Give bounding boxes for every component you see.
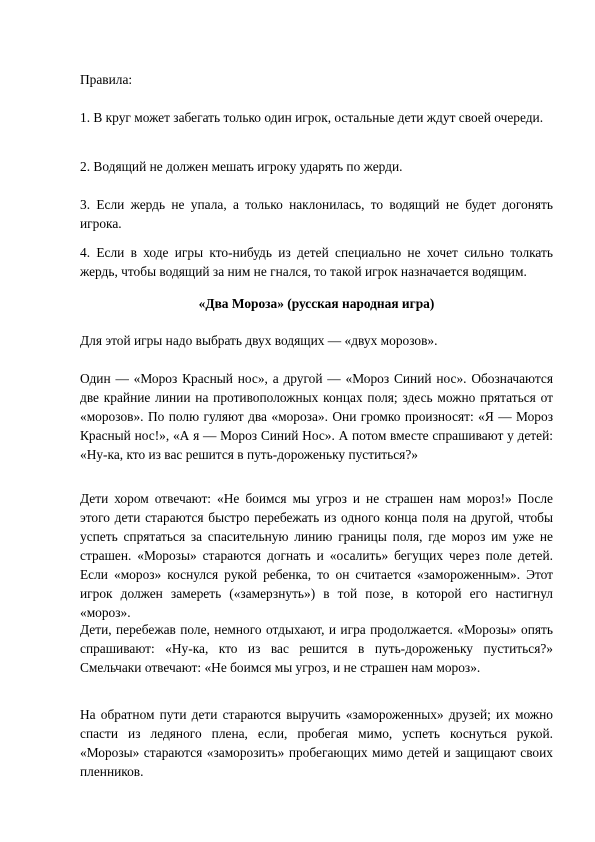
rule-item-4: 4. Если в ходе игры кто-нибудь из детей специально не хочет сильно толкать жердь, чтобы водящий за ним не гнался, то такой игрок назначается водящим. <box>80 245 553 279</box>
paragraph-rescue: На обратном пути дети стараются выручить «замороженных» друзей; их можно спасти из ледяного плена, если, пробегая мимо, успеть коснуться рукой. «Морозы» стараются «заморозить» пробегающих мимо детей и защищают своих пленников. <box>80 707 553 779</box>
game-title: «Два Мороза» (русская народная игра) <box>198 296 435 311</box>
paragraph-morozy: Один — «Мороз Красный нос», а другой — «Мороз Синий нос». Обозначаются две крайние линии на противоположных концах поля; здесь можно прятаться от «морозов». По полю гуляют два «мороза». Они громко произносят: «Я — Мороз Красный нос!», «А я — Мороз Синий Нос». А потом вместе спрашивают у детей: «Ну-ка, кто из вас решится в путь-дороженьку пуститься?» <box>80 371 553 462</box>
rules-heading: Правила: <box>80 72 133 87</box>
paragraph-intro: Для этой игры надо выбрать двух водящих — «двух морозов». <box>80 333 438 348</box>
rule-item-1: 1. В круг может забегать только один игрок, остальные дети ждут своей очереди. <box>80 110 544 125</box>
paragraph-game-continues: Дети, перебежав поле, немного отдыхают, и игра продолжается. «Морозы» опять спрашивают: «Ну-ка, кто из вас решится в путь-дороженьку пуститься?» Смельчаки отвечают: «Не боимся мы угроз, и не страшен нам мороз». <box>80 622 553 675</box>
rule-item-3: 3. Если жердь не упала, а только наклонилась, то водящий не будет догонять игрока. <box>80 197 553 231</box>
rule-item-2: 2. Водящий не должен мешать игроку ударять по жерди. <box>80 159 403 174</box>
paragraph-children-answer: Дети хором отвечают: «Не боимся мы угроз и не страшен нам мороз!» После этого дети стараются быстро перебежать из одного конца поля на другой, чтобы успеть спрятаться за спасительную линию границы поля, где мороз им уже не страшен. «Морозы» стараются догнать и «осалить» бегущих через поле детей. Если «мороз» коснулся рукой ребенка, то он считается «замороженным». Этот игрок должен замереть («замерзнуть») в той позе, в которой его настигнул «мороз». <box>80 491 553 620</box>
